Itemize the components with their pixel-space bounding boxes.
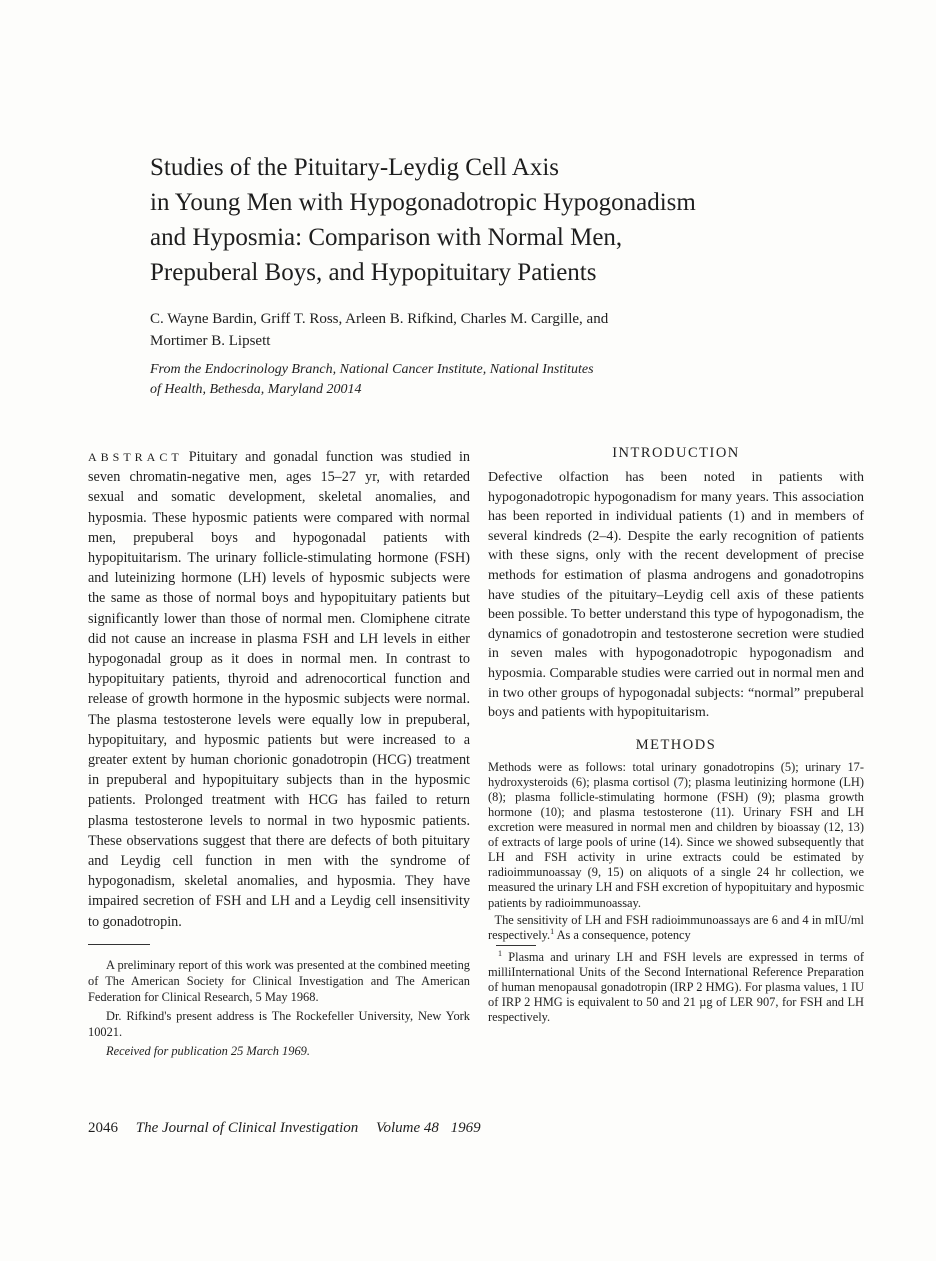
introduction-heading: INTRODUCTION [612,445,740,461]
footnote-preliminary: A preliminary report of this work was presented at the combined meeting of The American Society for Clinical Investigation and The American Federation for Clinical Research, 5 May 1968. [88,957,470,1004]
journal-volume: Volume 48 [375,1120,439,1136]
page-number: 2046 [88,1120,118,1136]
page-footer [88,1120,788,1137]
methods-heading: METHODS [635,736,717,753]
footnote-divider-right [496,945,536,946]
right-column [488,445,864,1025]
sensitivity-tail: As a consequence, potency [554,927,691,942]
sensitivity-text: The sensitivity of LH and FSH radioimmunoassays are 6 and 4 in mIU/ml respectively. [488,912,864,942]
methods-sensitivity [488,913,864,943]
author-list [150,308,790,352]
title-line: in Young Men with Hypogonadotropic Hypogonadism [150,189,696,216]
footnote-mark: 1 [498,948,502,958]
introduction-text: Defective olfaction has been noted in patients with hypogonadotropic hypogonadism for many years. This association has been reported in individual patients (1) and in members of several kindreds (2–4). Despite the early recognition of patients with these signs, only with the recent development of precise methods for estimation of plasma androgens and gonadotropins have studies of the pituitary–Leydig cell axis of these patients been possible. To better understand this type of hypogonadism, the dynamics of gonadotropin and testosterone secretion were studied in seven males with hypogonadotropic hypogonadism and hyposmia. Comparable studies were carried out in normal men and in two other groups of hypogonadal subjects: “normal” prepuberal boys and patients with hypopituitarism. [488,470,864,721]
abstract-text: Pituitary and gonadal function was studied in seven chromatin-negative men, ages 15–27 yr, with retarded sexual and somatic development, skeletal anomalies, and hyposmia. These hyposmic patients were compared with normal men, prepuberal boys and hypogonadal patients with hypopituitarism. The urinary follicle-stimulating hormone (FSH) and luteinizing hormone (LH) levels of hyposmic subjects were the same as those of normal boys and hypopituitary patients but significantly lower than those of normal men. Clomiphene citrate did not cause an increase in plasma FSH and LH levels in either hypogonadal group as it does in normal men. In contrast to hypopituitary patients, thyroid and adrenocortical function and release of growth hormone in the hyposmic subjects were normal. The plasma testosterone levels were equally low in prepuberal, hypopituitary, and hyposmic patients but were increased to a greater extent by human chorionic gonadotropin (HCG) treatment in prepuberal and hypopituitary subjects than in the hyposmic patients. Prolonged treatment with HCG has failed to return plasma testosterone levels to normal in two hyposmic patients. These observations suggest that there are defects of both pituitary and Leydig cell function in men with the syndrome of hypogonadism, skeletal anomalies, and hyposmia. They have impaired secretion of FSH and LH and a Leydig cell insensitivity to gonadotropin. [88,449,470,930]
author-line: C. Wayne Bardin, Griff T. Ross, Arleen B. Rifkind, Charles M. Cargille, and [150,311,609,327]
left-column [88,447,470,1062]
affiliation-line: of Health, Bethesda, Maryland 20014 [150,382,362,397]
title-line: and Hyposmia: Comparison with Normal Men, [150,224,623,251]
footnote-units [488,950,864,1025]
footnote-units-text: Plasma and urinary LH and FSH levels are expressed in terms of milliInternational Units of the Second International Reference Preparation of human menopausal gonadotropin (IRP 2 HMG). For plasma values, 1 IU of IRP 2 HMG is equivalent to 50 and 21 µg of LER 907, for FSH and LH respectively. [488,949,864,1025]
affiliation [150,360,790,400]
author-line: Mortimer B. Lipsett [150,333,271,349]
footnote-mark: 1 [550,926,555,936]
journal-name: The Journal of Clinical Investigation [135,1120,359,1136]
abstract-label: ABSTRACT [88,450,183,464]
footnote-divider [88,944,150,945]
title-line: Prepuberal Boys, and Hypopituitary Patients [150,259,597,286]
journal-year: 1969 [450,1120,481,1136]
abstract [88,447,470,932]
methods-text: Methods were as follows: total urinary gonadotropins (5); urinary 17-hydroxysteroids (6); plasma cortisol (7); plasma leutinizing hormone (LH) (8); plasma follicle-stimulating hormone (FSH) (9); plasma growth hormone (10); and plasma testosterone (11). Urinary FSH and LH excretion were measured in normal men and children by bioassay (12, 13) of extracts of large pools of urine (14). Since we showed subsequently that LH and FSH activity in urine extracts could be estimated by radioimmunoassay (9, 15) on aliquots of a single 24 hr collection, we measured the urinary LH and FSH excretion of hypopituitary and hyposmic patients by radioimmunoassay. [488,759,864,910]
article-title [150,150,790,290]
footnote-address: Dr. Rifkind's present address is The Rockefeller University, New York 10021. [88,1008,470,1039]
title-line: Studies of the Pituitary-Leydig Cell Axis [150,154,559,181]
affiliation-line: From the Endocrinology Branch, National Cancer Institute, National Institutes [150,362,594,377]
footnote-received: Received for publication 25 March 1969. [106,1043,310,1058]
